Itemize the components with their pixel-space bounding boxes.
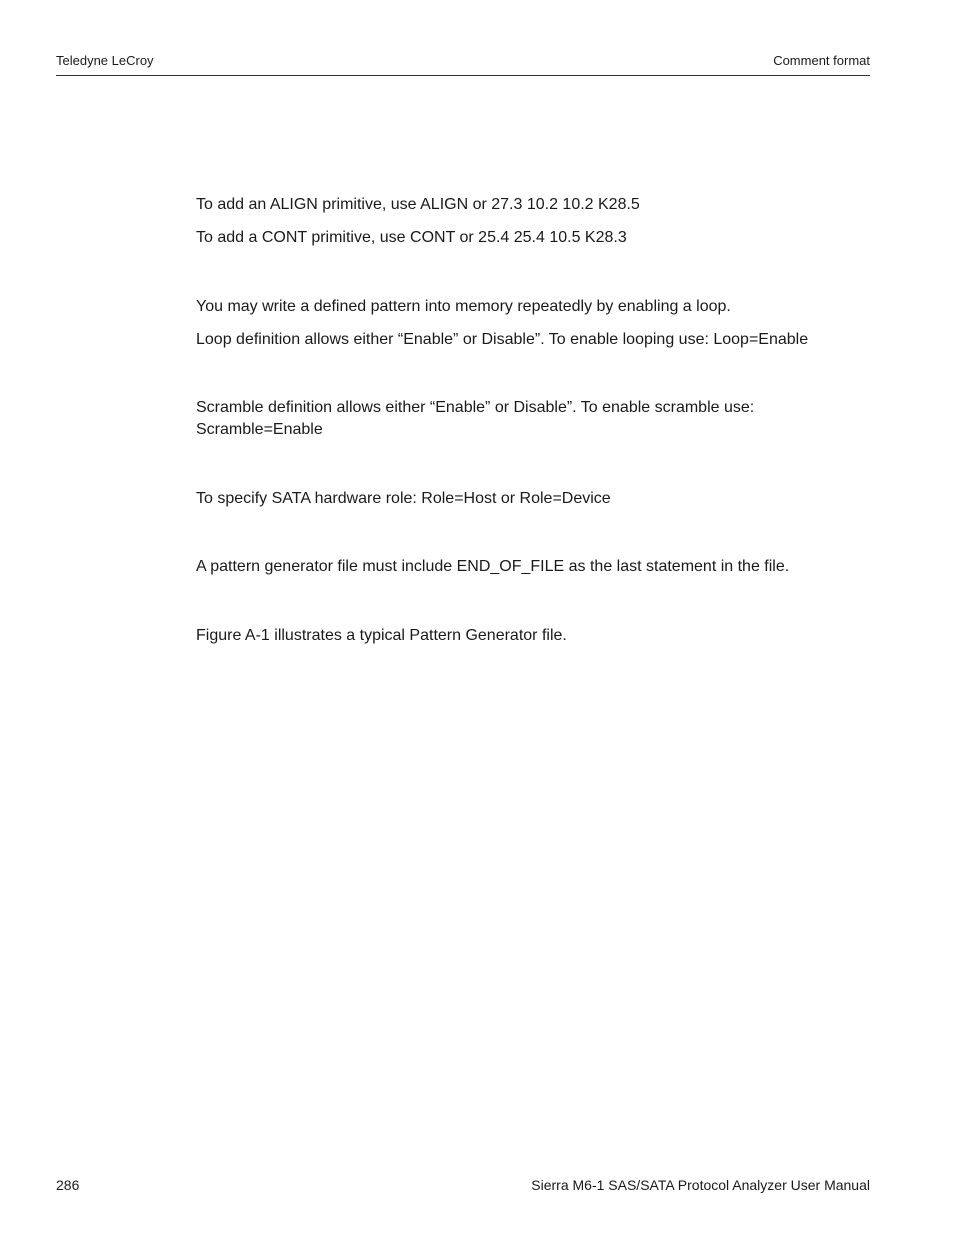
page-header (56, 53, 870, 76)
page-number: 286 (56, 1177, 80, 1193)
paragraph-loop-intro: You may write a defined pattern into memory repeatedly by enabling a loop. (196, 298, 731, 315)
paragraph-cont: To add a CONT primitive, use CONT or 25.4 25.4 10.5 K28.3 (196, 229, 627, 246)
paragraph-loop-definition: Loop definition allows either “Enable” or Disable”. To enable looping use: Loop=Enable (196, 331, 809, 348)
page-footer (56, 1177, 870, 1197)
paragraph-align: To add an ALIGN primitive, use ALIGN or 27.3 10.2 10.2 K28.5 (196, 196, 640, 213)
header-section-title: Comment format (773, 53, 870, 68)
paragraph-role: To specify SATA hardware role: Role=Host or Role=Device (196, 490, 611, 507)
header-company: Teledyne LeCroy (56, 53, 154, 68)
paragraph-scramble: Scramble definition allows either “Enable” or Disable”. To enable scramble use: Scramble=Enable (196, 399, 755, 438)
paragraph-end-of-file: A pattern generator file must include END_OF_FILE as the last statement in the file. (196, 558, 790, 575)
manual-title: Sierra M6-1 SAS/SATA Protocol Analyzer User Manual (531, 1177, 870, 1193)
paragraph-figure-reference: Figure A-1 illustrates a typical Pattern Generator file. (196, 627, 567, 644)
